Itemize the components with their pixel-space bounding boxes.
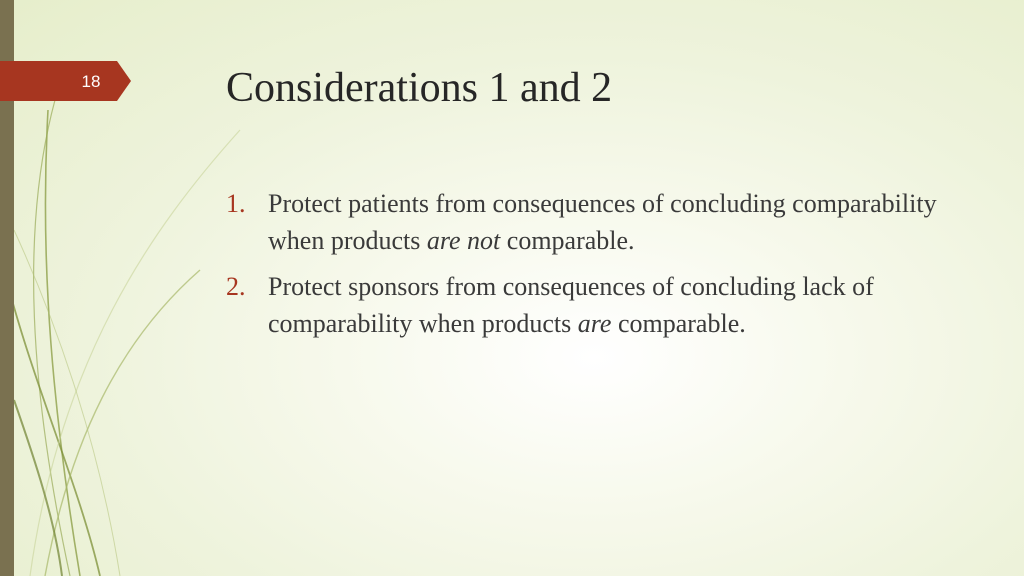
list-item xyxy=(226,268,946,342)
list-item-text-end: comparable. xyxy=(611,309,746,338)
list-item-text-start: Protect sponsors from consequences of concluding lack of comparability when products xyxy=(268,272,874,338)
slide-title: Considerations 1 and 2 xyxy=(226,65,613,111)
list-item xyxy=(226,185,946,259)
list-item-text xyxy=(268,185,946,259)
list-item-emphasis: are xyxy=(577,309,612,338)
list-item-number: 1. xyxy=(226,189,246,218)
bullet-list xyxy=(226,185,946,351)
list-item-number: 2. xyxy=(226,272,246,301)
list-item-emphasis: are not xyxy=(426,226,501,255)
slide-number: 18 xyxy=(81,72,101,91)
list-item-text-end: comparable. xyxy=(500,226,635,255)
list-item-text xyxy=(268,268,946,342)
list-item-text-start: Protect patients from consequences of concluding comparability when products xyxy=(268,189,937,255)
